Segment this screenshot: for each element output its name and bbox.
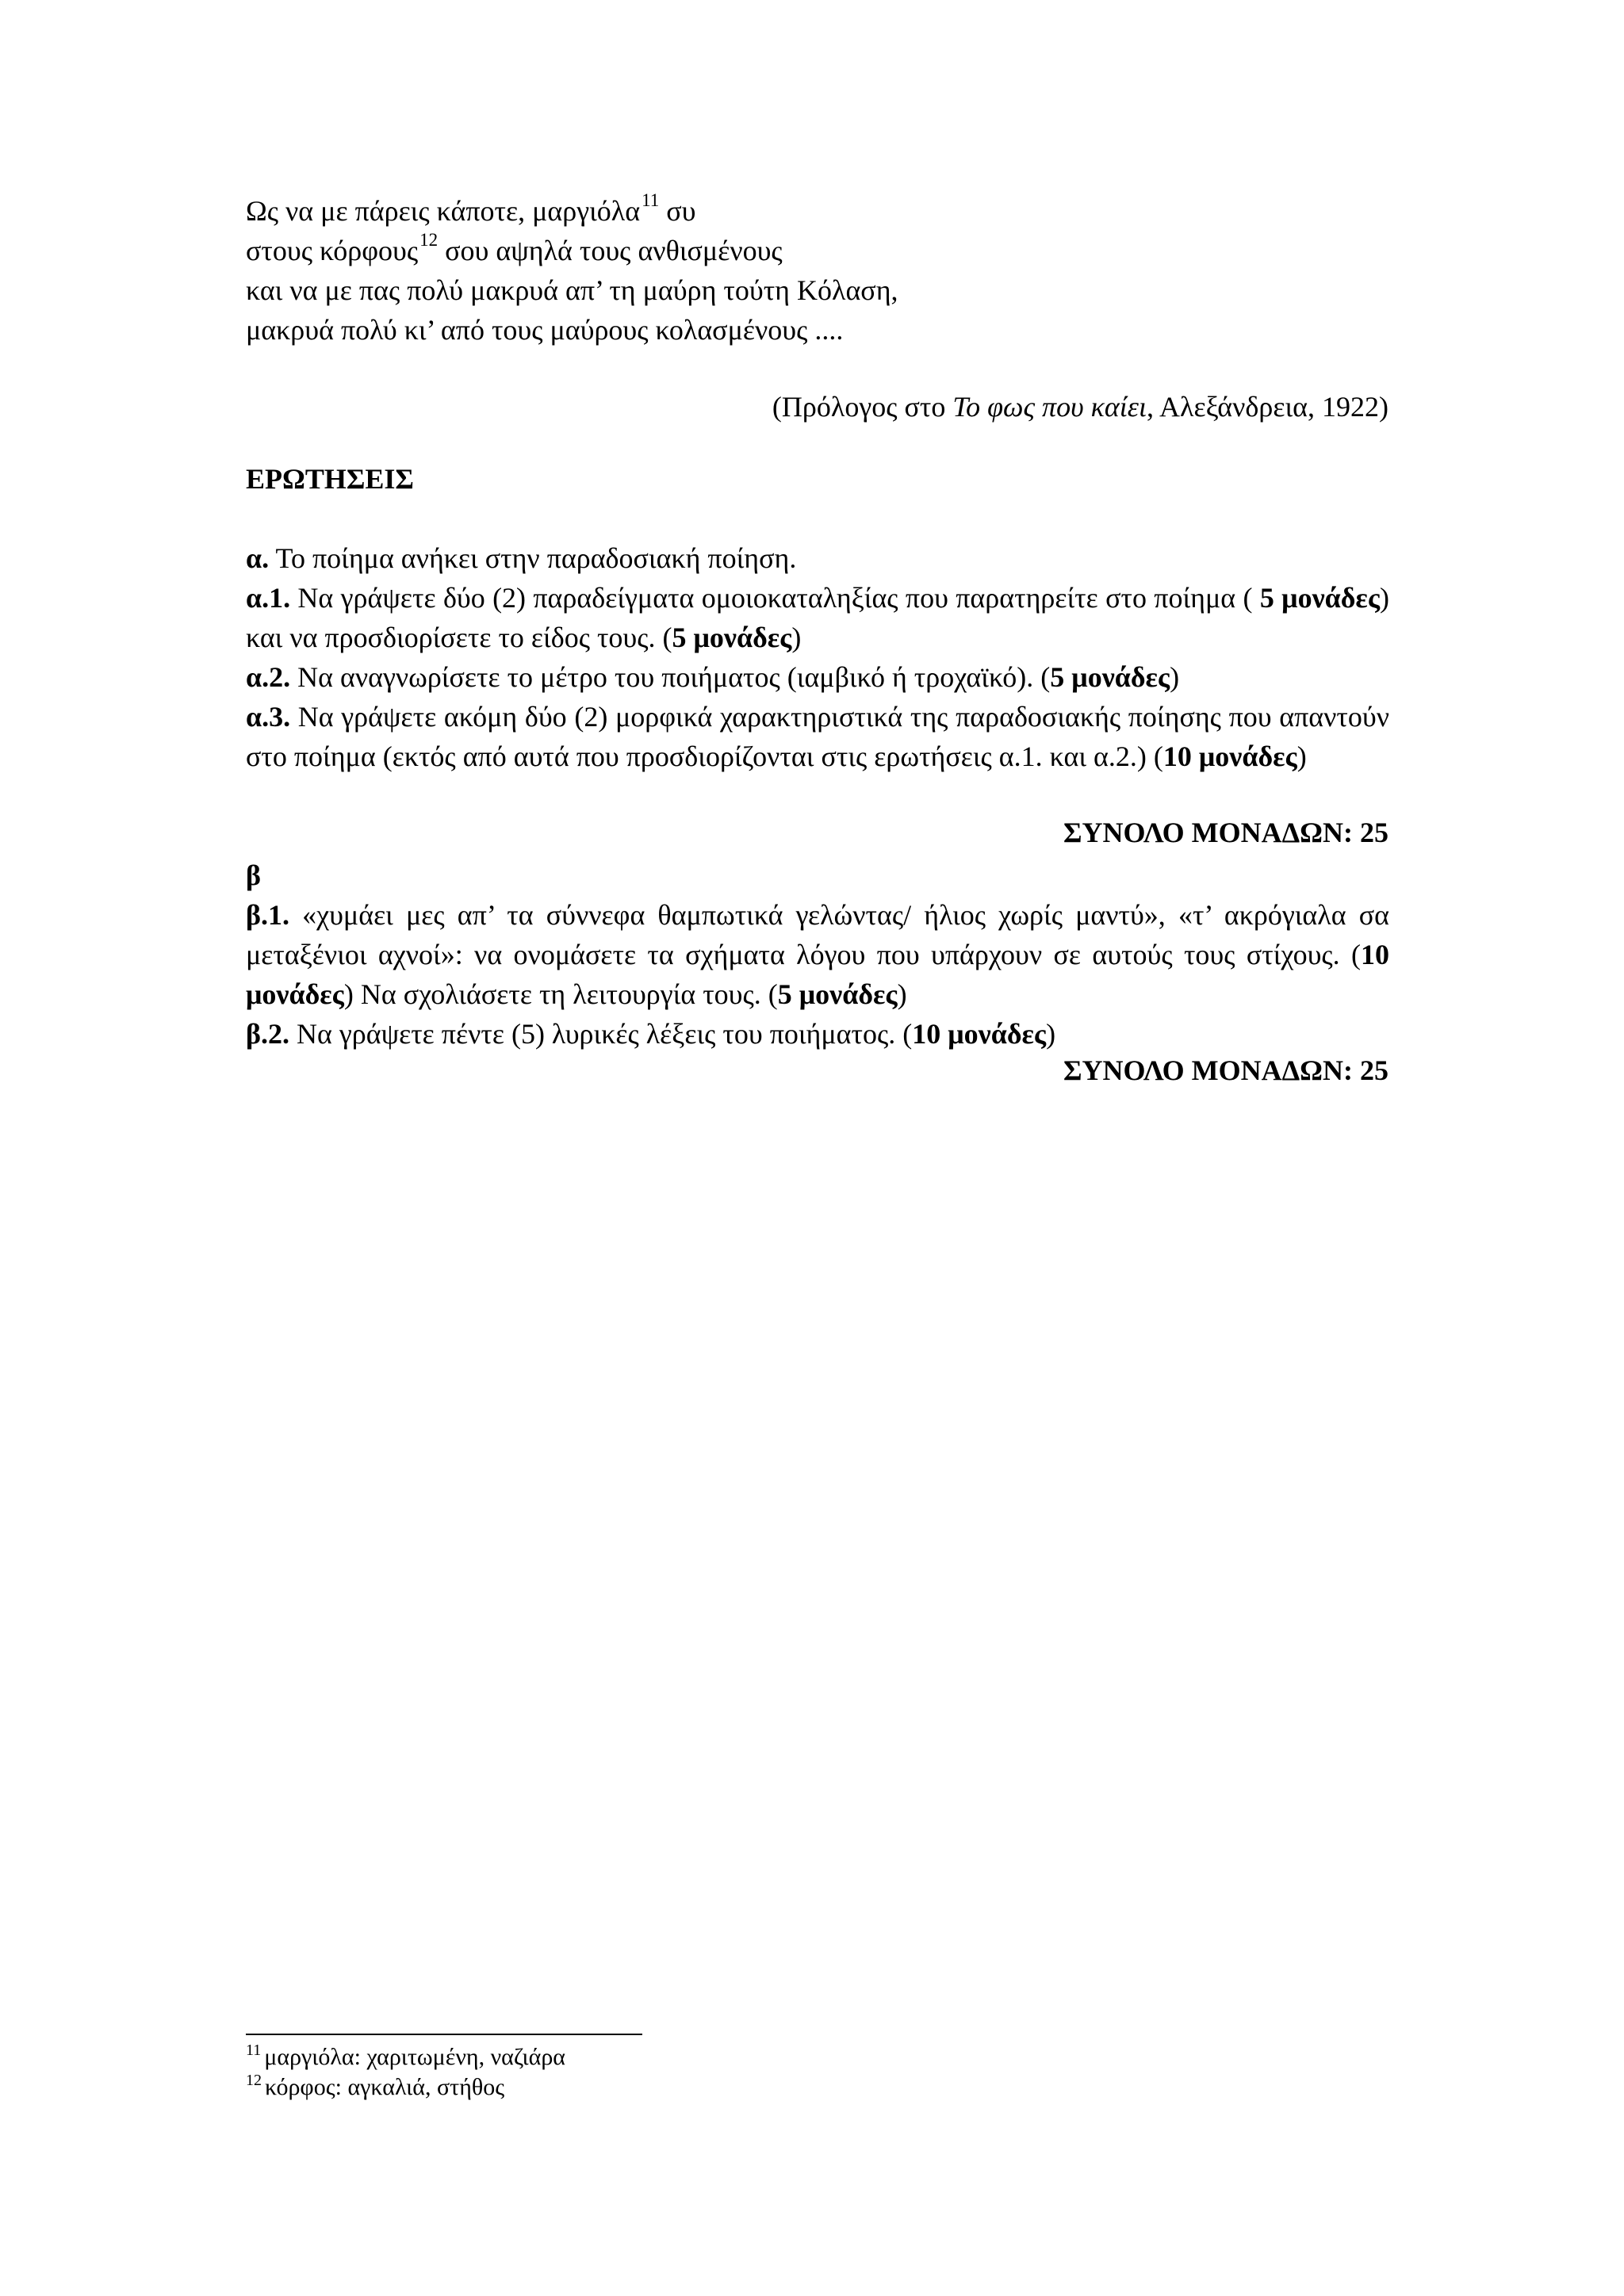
question-b-label: β: [246, 859, 261, 891]
footnote-separator: [246, 2034, 642, 2035]
question-b: [246, 855, 261, 895]
points: 5 μονάδες: [1050, 661, 1170, 693]
footnote-text: κόρφος: αγκαλιά, στήθος: [265, 2074, 505, 2100]
total-points-b: ΣΥΝΟΛΟ ΜΟΝΑΔΩΝ: 25: [1063, 1054, 1388, 1086]
question-a3: α.3. Να γράψετε ακόμη δύο (2) μορφικά χαρακτηριστικά της παραδοσιακής ποίησης που απαντούν στο ποίημα (εκτός από αυτά που προσδιορίζονται στις ερωτήσεις α.1. και α.2.) (10 μονάδες): [246, 701, 1389, 772]
poem-line-1: [246, 191, 696, 235]
footnote-12: [246, 2074, 504, 2101]
questions-heading: ΕΡΩΤΗΣΕΙΣ: [246, 463, 414, 495]
poem-line-2-end: σου αψηλά τους ανθισμένους: [438, 235, 783, 266]
question-b2-label: β.2.: [246, 1018, 289, 1050]
poem-line-1-end: συ: [659, 195, 696, 227]
points: 10 μονάδες: [912, 1018, 1047, 1050]
question-a-label: α.: [246, 542, 270, 574]
poem-line-1-text: Ως να με πάρεις κάποτε, μαργιόλα: [246, 195, 641, 227]
source-prefix: (Πρόλογος στο: [772, 391, 953, 423]
question-a1-label: α.1.: [246, 582, 291, 614]
points: 5 μονάδες: [777, 978, 898, 1010]
poem-line-2-text: στους κόρφους: [246, 235, 419, 266]
question-a3-label: α.3.: [246, 701, 291, 733]
source-suffix: , Αλεξάνδρεια, 1922): [1146, 391, 1388, 423]
poem-line-2: [246, 231, 783, 274]
points: 10 μονάδες: [246, 939, 1389, 1010]
footnote-ref-11: 11: [642, 190, 660, 210]
question-b1: β.1. «χυμάει μες απ’ τα σύννεφα θαμπωτικά γελώντας/ ήλιος χωρίς μαντύ», «τ’ ακρόγιαλα σα μεταξένιοι αχνοί»: να ονομάσετε τα σχήματα λόγου που υπάρχουν σε αυτούς τους στίχους. (10 μονάδες) Να σχολιάσετε τη λειτουργία τους. (5 μονάδες): [246, 899, 1389, 1010]
poem-line-3: και να με πας πολύ μακρυά απ’ τη μαύρη τούτη Κόλαση,: [246, 274, 898, 306]
total-points-a: ΣΥΝΟΛΟ ΜΟΝΑΔΩΝ: 25: [1063, 817, 1388, 848]
footnote-11: [246, 2044, 565, 2071]
question-a: [246, 538, 796, 578]
points: 5 μονάδες: [1259, 582, 1381, 614]
question-b1-label: β.1.: [246, 899, 289, 931]
points: 5 μονάδες: [672, 622, 792, 653]
question-a2: α.2. Να αναγνωρίσετε το μέτρο του ποιήματος (ιαμβικό ή τροχαϊκό). (5 μονάδες): [246, 661, 1180, 693]
footnote-text: μαργιόλα: χαριτωμένη, ναζιάρα: [264, 2044, 566, 2070]
footnote-number: 11: [246, 2042, 262, 2059]
source-title: Το φως που καίει: [952, 391, 1147, 423]
footnote-ref-12: 12: [419, 230, 439, 250]
points: 10 μονάδες: [1162, 740, 1297, 772]
footnote-number: 12: [246, 2072, 262, 2089]
poem-line-4: μακρυά πολύ κι’ από τους μαύρους κολασμένους ....: [246, 314, 844, 346]
question-b2: β.2. Να γράψετε πέντε (5) λυρικές λέξεις του ποιήματος. (10 μονάδες): [246, 1018, 1056, 1050]
source-citation: [772, 390, 1388, 423]
question-a1: α.1. Να γράψετε δύο (2) παραδείγματα ομοιοκαταληξίας που παρατηρείτε στο ποίημα ( 5 μονάδες) και να προσδιορίσετε το είδος τους. (5 μονάδες): [246, 582, 1390, 653]
question-a2-label: α.2.: [246, 661, 291, 693]
question-a-text: Το ποίημα ανήκει στην παραδοσιακή ποίηση.: [269, 542, 797, 574]
